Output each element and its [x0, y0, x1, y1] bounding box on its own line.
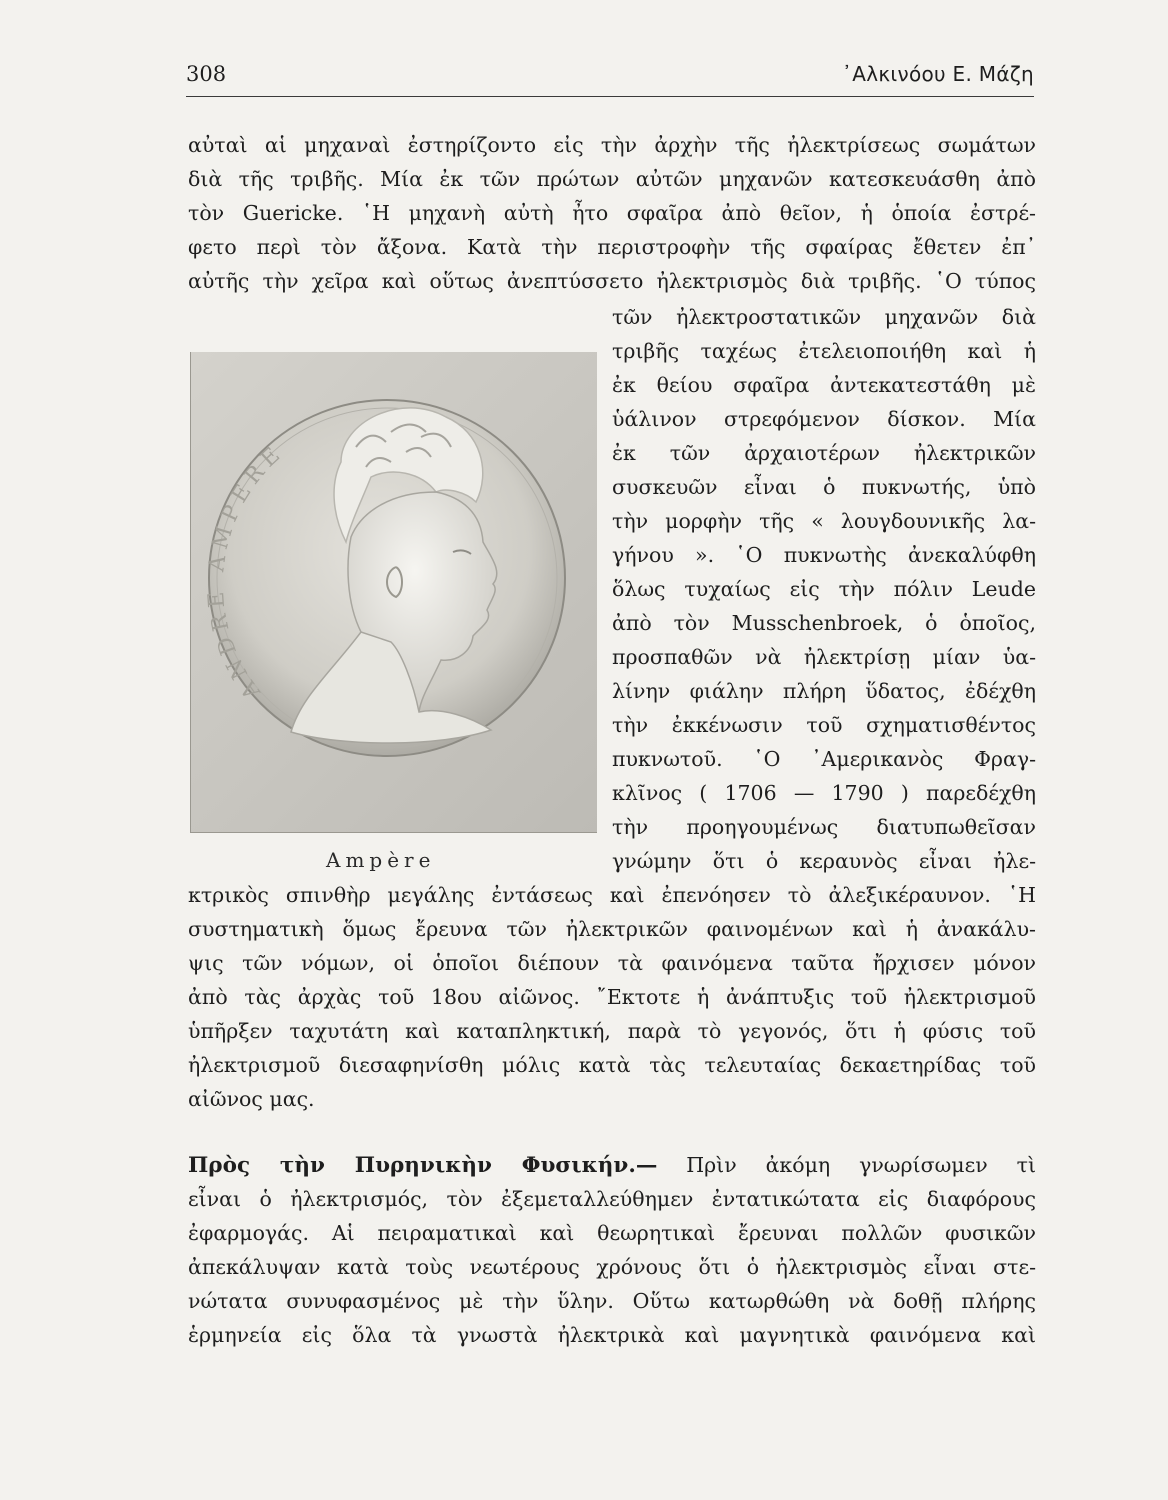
body-line: ψις τῶν νόμων, οἱ ὁποῖοι διέπουν τὰ φαινόμενα ταῦτα ἤρχισεν μόνον: [188, 951, 1036, 975]
body-line: ὑπῆρξεν ταχυτάτη καὶ καταπληκτική, παρὰ τὸ γεγονός, ὅτι ἡ φύσις τοῦ: [188, 1019, 1036, 1043]
body-line: τὸν Guericke. ῾Η μηχανὴ αὐτὴ ἦτο σφαῖρα ἀπὸ θεῖον, ἡ ὁποία ἐστρέ-: [188, 201, 1036, 225]
body-line: ὅλως τυχαίως εἰς τὴν πόλιν Leude: [612, 577, 1036, 601]
medallion-inscription: ANDRE AMPERE: [203, 439, 290, 704]
body-line: ἐκ θείου σφαῖρα ἀντεκατεστάθη μὲ: [612, 373, 1036, 397]
body-line: ἐκ τῶν ἀρχαιοτέρων ἠλεκτρικῶν: [612, 441, 1036, 465]
section-heading-continuation: Πρὶν ἀκόμη γνωρίσωμεν τὶ: [657, 1153, 1036, 1177]
body-line: αὐταὶ αἱ μηχαναὶ ἐστηρίζοντο εἰς τὴν ἀρχὴν τῆς ἠλεκτρίσεως σωμάτων: [188, 133, 1036, 157]
body-line: αὐτῆς τὴν χεῖρα καὶ οὕτως ἀνεπτύσσετο ἠλεκτρισμὸς διὰ τριβῆς. ῾Ο τύπος: [188, 269, 1036, 293]
body-line: ἀπεκάλυψαν κατὰ τοὺς νεωτέρους χρόνους ὅτι ὁ ἠλεκτρισμὸς εἶναι στε-: [188, 1255, 1036, 1279]
body-line: ἑρμηνεία εἰς ὅλα τὰ γνωστὰ ἠλεκτρικὰ καὶ μαγνητικὰ φαινόμενα καὶ: [188, 1323, 1036, 1347]
body-line: ἠλεκτρισμοῦ διεσαφηνίσθη μόλις κατὰ τὰς τελευταίας δεκαετηρίδας τοῦ: [188, 1053, 1036, 1077]
body-line: τῶν ἠλεκτροστατικῶν μηχανῶν διὰ: [612, 305, 1036, 329]
body-line: εἶναι ὁ ἠλεκτρισμός, τὸν ἐξεμεταλλεύθημεν ἐντατικώτατα εἰς διαφόρους: [188, 1187, 1036, 1211]
section-first-line: [188, 1148, 1036, 1183]
body-line: συστηματικὴ ὅμως ἔρευνα τῶν ἠλεκτρικῶν φαινομένων καὶ ἡ ἀνακάλυ-: [188, 917, 1036, 941]
body-line: κλῖνος ( 1706 — 1790 ) παρεδέχθη: [612, 781, 1036, 805]
body-line: λίνην φιάλην πλήρη ὕδατος, ἐδέχθη: [612, 679, 1036, 703]
body-line: αἰῶνος μας.: [188, 1087, 315, 1111]
body-line: συσκευῶν εἶναι ὁ πυκνωτής, ὑπὸ: [612, 475, 1036, 499]
body-line: γνώμην ὅτι ὁ κεραυνὸς εἶναι ἠλε-: [612, 849, 1036, 873]
figure-caption: Ampère: [326, 848, 436, 872]
body-line: τὴν προηγουμένως διατυπωθεῖσαν: [612, 815, 1036, 839]
body-line: νώτατα συνυφασμένος μὲ τὴν ὕλην. Οὕτω κατωρθώθη νὰ δοθῇ πλήρης: [188, 1289, 1036, 1313]
body-line: προσπαθῶν νὰ ἠλεκτρίσῃ μίαν ὑα-: [612, 645, 1036, 669]
running-head: ᾿Αλκινόου Ε. Μάζη: [841, 62, 1034, 86]
body-line: ὑάλινον στρεφόμενον δίσκον. Μία: [612, 407, 1036, 431]
body-line: τὴν ἐκκένωσιν τοῦ σχηματισθέντος: [612, 713, 1036, 737]
body-line: τὴν μορφὴν τῆς « λουγδουνικῆς λα-: [612, 509, 1036, 533]
page-number: 308: [186, 62, 227, 86]
body-line: τριβῆς ταχέως ἐτελειοποιήθη καὶ ἡ: [612, 339, 1036, 363]
page-header: [186, 60, 1034, 97]
body-line: κτρικὸς σπινθὴρ μεγάλης ἐντάσεως καὶ ἐπενόησεν τὸ ἀλεξικέραυνον. ῾Η: [188, 883, 1036, 907]
body-line: ἀπὸ τὰς ἀρχὰς τοῦ 18ου αἰῶνος. ῎Εκτοτε ἡ ἀνάπτυξις τοῦ ἠλεκτρισμοῦ: [188, 985, 1036, 1009]
body-line: φετο περὶ τὸν ἄξονα. Κατὰ τὴν περιστροφὴν τῆς σφαίρας ἔθετεν ἐπ᾿: [188, 235, 1036, 259]
body-line: πυκνωτοῦ. ῾Ο ᾿Αμερικανὸς Φραγ-: [612, 747, 1036, 771]
ampere-portrait-figure: [190, 352, 597, 833]
body-line: ἀπὸ τὸν Musschenbroek, ὁ ὁποῖος,: [612, 611, 1036, 635]
body-line: ἐφαρμογάς. Αἱ πειραματικαὶ καὶ θεωρητικαὶ ἔρευναι πολλῶν φυσικῶν: [188, 1221, 1036, 1245]
section-heading: Πρὸς τὴν Πυρηνικὴν Φυσικήν.—: [188, 1153, 658, 1178]
body-line: γήνου ». ῾Ο πυκνωτὴς ἀνεκαλύφθη: [612, 543, 1036, 567]
medallion-image: [191, 352, 597, 832]
body-line: διὰ τῆς τριβῆς. Μία ἐκ τῶν πρώτων αὐτῶν μηχανῶν κατεσκευάσθη ἀπὸ: [188, 167, 1036, 191]
